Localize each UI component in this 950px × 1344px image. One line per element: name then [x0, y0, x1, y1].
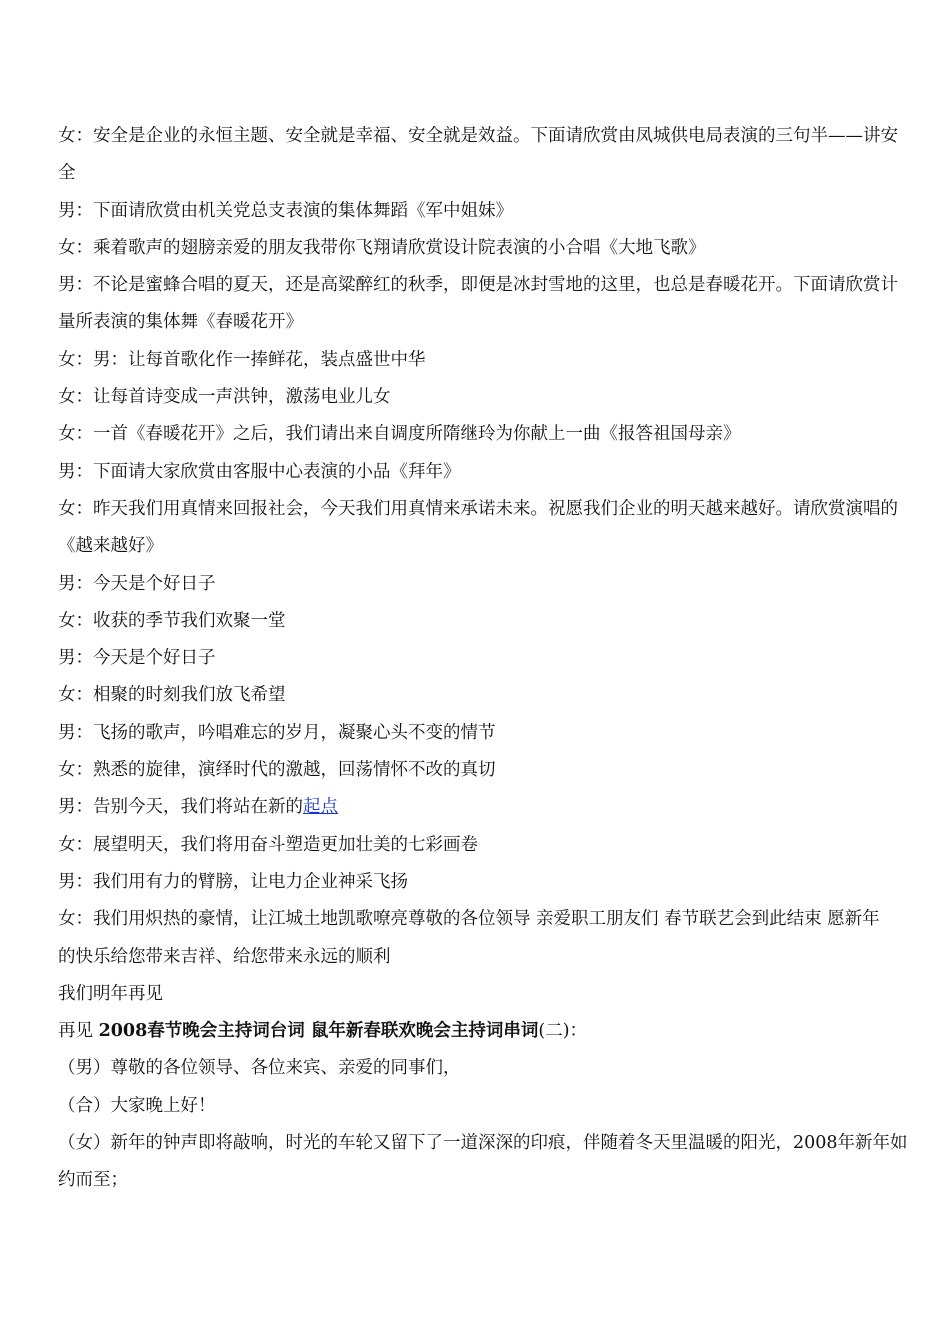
section-title: 2008春节晚会主持词台词 鼠年新春联欢晚会主持词串词: [98, 1021, 539, 1042]
text-line: 女：熟悉的旋律，演绎时代的激越，回荡情怀不改的真切: [58, 760, 496, 781]
text-line: 女：一首《春暖花开》之后，我们请出来自调度所隋继玲为你献上一曲《报答祖国母亲》: [58, 424, 741, 445]
text-line: 约而至；: [58, 1170, 128, 1191]
text-line: 我们明年再见: [58, 983, 163, 1004]
qidian-link[interactable]: 起点: [303, 797, 338, 818]
text-line: 女：安全是企业的永恒主题、安全就是幸福、安全就是效益。下面请欣赏由凤城供电局表演的三句半——讲安: [58, 126, 898, 146]
text-line: （男）尊敬的各位领导、各位来宾、亲爱的同事们，: [58, 1058, 461, 1079]
text-line: （合）大家晚上好！: [58, 1095, 216, 1116]
text-line: 男：下面请大家欣赏由客服中心表演的小品《拜年》: [58, 461, 461, 482]
text-line: 男：下面请欣赏由机关党总支表演的集体舞蹈《军中姐妹》: [58, 200, 513, 221]
title-prefix: 再见: [58, 1021, 99, 1042]
text-line: 女：让每首诗变成一声洪钟，激荡电业儿女: [58, 387, 391, 408]
document-body: [58, 118, 946, 1200]
text-line-with-link: [58, 789, 946, 826]
text-line: 女：乘着歌声的翅膀亲爱的朋友我带你飞翔请欣赏设计院表演的小合唱《大地飞歌》: [58, 237, 706, 258]
text-line: 的快乐给您带来吉祥、给您带来永远的顺利: [58, 946, 391, 967]
text-line: 男：今天是个好日子: [58, 573, 216, 594]
text-line: 男：今天是个好日子: [58, 648, 216, 669]
text-line: 男：我们用有力的臂膀，让电力企业神采飞扬: [58, 871, 408, 892]
section-title-line: [58, 1013, 946, 1050]
text-line: （女）新年的钟声即将敲响，时光的车轮又留下了一道深深的印痕，伴随着冬天里温暖的阳光，2008年新年如: [58, 1133, 908, 1154]
title-suffix: (二)：: [538, 1021, 588, 1042]
link-line-prefix: 男：告别今天，我们将站在新的: [58, 797, 303, 818]
text-line: 女：我们用炽热的豪情，让江城土地凯歌嘹亮尊敬的各位领导 亲爱职工朋友们 春节联艺会到此结束 愿新年: [58, 909, 880, 930]
text-line: 女：相聚的时刻我们放飞希望: [58, 685, 286, 706]
text-line: 男：不论是蜜蜂合唱的夏天，还是高粱醉红的秋季，即便是冰封雪地的这里，也总是春暖花开。下面请欣赏计: [58, 275, 898, 296]
text-line: 男：飞扬的歌声，吟唱难忘的岁月，凝聚心头不变的情节: [58, 722, 496, 743]
text-line: 全: [58, 163, 76, 184]
text-line: 女：展望明天，我们将用奋斗塑造更加壮美的七彩画卷: [58, 834, 478, 855]
text-line: 女：男：让每首歌化作一捧鲜花，装点盛世中华: [58, 349, 426, 370]
text-line: 量所表演的集体舞《春暖花开》: [58, 312, 303, 333]
text-line: 女：昨天我们用真情来回报社会，今天我们用真情来承诺未来。祝愿我们企业的明天越来越好。请欣赏演唱的: [58, 498, 898, 519]
text-line: 《越来越好》: [58, 536, 163, 557]
text-line: 女：收获的季节我们欢聚一堂: [58, 610, 286, 631]
